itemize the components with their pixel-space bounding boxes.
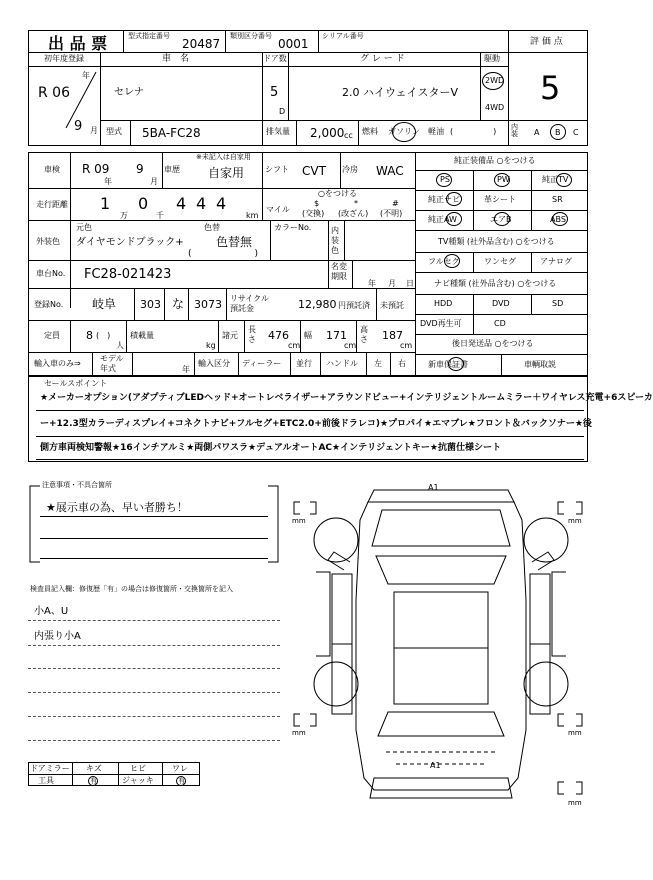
diagram-mm-1: mm [292, 517, 306, 525]
sheet-title: 出 品 票 [48, 34, 108, 53]
equip-abs: ABS [550, 215, 566, 224]
equipment-title: 純正装備品 ○をつける [454, 156, 536, 165]
recycle-status: 未預託 [380, 301, 404, 310]
grade-value: 2.0 ハイウェイスターV [342, 86, 458, 99]
mileage-label: 走行距離 [36, 200, 68, 209]
equip-ps: PS [440, 175, 450, 184]
height-label: 高さ [360, 325, 368, 344]
mile-opt-hash-sub: (不明) [380, 209, 403, 218]
reg-year-label: 初年度登録 [44, 54, 84, 63]
legend-break: ワレ [172, 764, 188, 773]
doors-sub: D [279, 107, 286, 116]
inspection-era: R 09 [82, 162, 110, 176]
color-change-paren: ( ) [188, 249, 259, 259]
displacement-label: 排気量 [266, 127, 290, 136]
category-value: 0001 [278, 37, 309, 51]
notes-text: ★展示車の為、早い者勝ち！ [46, 501, 188, 514]
diagram-mm-5: mm [568, 799, 582, 807]
length-label: 長さ [248, 325, 256, 344]
tv-analog: アナログ [540, 257, 572, 266]
equip-aw: 純正AW [428, 215, 457, 224]
mile-opt-star: * [354, 199, 358, 208]
recycle-unit: 円預託済 [338, 301, 370, 310]
doors-value: 5 [270, 85, 279, 100]
legend-crack: ヒビ [130, 764, 146, 773]
legend-jack-value: 有 [178, 777, 185, 785]
navi-sd: SD [552, 299, 564, 308]
aircon-value: WAC [376, 164, 404, 178]
capacity-label: 定員 [44, 331, 60, 340]
mileage-digit-1: 1 [100, 194, 111, 213]
reg-year-nen: 年 [82, 71, 90, 80]
diagram-mm-2: mm [568, 517, 582, 525]
car-name-value: セレナ [114, 87, 144, 98]
origin-label: 諸元 [222, 331, 238, 340]
capacity-value: 8 [86, 329, 93, 342]
history-note: ※未記入は自家用 [196, 153, 251, 161]
mile-label: マイル [266, 205, 290, 214]
displacement-unit: cc [344, 131, 353, 140]
name-change-tsuki: 月 [388, 279, 396, 288]
displacement-value: 2,000 [310, 126, 345, 140]
legend-tools: 工具 [38, 776, 54, 785]
score-value: 5 [540, 69, 561, 107]
registration-class: 303 [140, 298, 161, 311]
exterior-original-label: 元色 [76, 223, 92, 232]
inspector-line-1: 小A、U [34, 606, 69, 617]
equip-airbag: エアB [490, 215, 512, 224]
category-label: 類別区分番号 [230, 32, 272, 40]
grade-label: グ レ ー ド [360, 54, 405, 64]
width-cm: cm [344, 341, 357, 350]
color-change-label: 色替 [204, 223, 220, 232]
warranty-label: 新車保証書 [428, 360, 468, 369]
shift-value: CVT [302, 164, 326, 178]
car-damage-diagram [286, 480, 596, 810]
fuel-value: ガソリン [388, 127, 420, 136]
sales-point-line-2: ー+12.3型カラーディスプレイ+コネクトナビ+フルセグ+ETC2.0+前後ドラレコ)★プロパイ★エマブレ★フロント＆バックソナー★後 [40, 419, 592, 429]
interior-color-label: 内装色 [331, 226, 339, 255]
equip-tv: 純正TV [542, 175, 569, 184]
tv-title: TV種類 (社外品含む) ○をつける [438, 237, 555, 246]
recycle-label: リサイクル預託金 [230, 294, 269, 313]
import-parallel: 並行 [296, 359, 312, 368]
model-value: 5BA-FC28 [142, 126, 201, 140]
interior-opt-b: B [555, 128, 561, 137]
later-title: 後日発送品 ○をつける [452, 339, 534, 348]
color-no-label: カラーNo. [274, 223, 312, 232]
height-value: 187 [382, 329, 403, 342]
navi-title: ナビ種類 (社外品含む) ○をつける [434, 279, 557, 288]
registration-kana: な [172, 297, 185, 311]
capacity-unit: 人 [116, 341, 124, 350]
reg-year-era: R 06 [38, 85, 70, 101]
reg-year-tsuki: 月 [90, 126, 98, 135]
inspection-month: 9 [136, 162, 144, 176]
capacity-paren: ( ) [96, 331, 111, 340]
shift-label: シフト [265, 165, 289, 174]
diagram-top-label: A1 [428, 483, 439, 492]
exterior-label: 外装色 [36, 237, 60, 246]
mileage-sen: 千 [156, 211, 164, 220]
interior-label: 内装 [511, 123, 518, 138]
import-category-label: 輸入区分 [198, 359, 230, 368]
inspector-line-2: 内張り小A [34, 631, 81, 642]
inspection-tsuki: 月 [150, 177, 158, 186]
doors-label: ドア数 [263, 54, 287, 63]
load-label: 積載量 [130, 331, 154, 340]
light-oil-label: 軽油 [428, 127, 444, 136]
inspection-label: 車検 [44, 165, 60, 174]
fuel-other: ( ) [450, 127, 497, 136]
width-label: 幅 [304, 331, 312, 340]
drive-4wd: 4WD [485, 103, 505, 112]
mileage-circle-note: ○をつける [318, 189, 357, 198]
mile-opt-dollar: $ [314, 199, 320, 208]
name-change-label: 名変期限 [331, 262, 347, 281]
fuel-label: 燃料 [362, 127, 378, 136]
mileage-digit-4: 4 [196, 194, 207, 213]
interior-opt-c: C [573, 128, 579, 137]
notes-label: 注意事項・不具合箇所 [42, 481, 112, 489]
registration-number: 3073 [194, 298, 222, 311]
legend-jack: ジャッキ [122, 776, 154, 785]
cd-label: CD [494, 319, 506, 328]
navi-dvd: DVD [492, 299, 510, 308]
sales-points-label: セールスポイント [44, 379, 108, 388]
legend-scratch: キズ [86, 764, 102, 773]
diagram-mm-4: mm [568, 729, 582, 737]
model-year-label: モデル年式 [100, 354, 124, 373]
inspector-label: 検査員記入欄：修復歴「有」の場合は修復箇所・交換箇所を記入 [30, 585, 233, 593]
mile-opt-dollar-sub: (交換) [302, 209, 325, 218]
model-year-nen: 年 [182, 365, 190, 374]
height-cm: cm [400, 341, 413, 350]
manual-label: 車輌取説 [524, 360, 556, 369]
import-label: 輸入車のみ⇒ [34, 359, 81, 368]
registration-label: 登録No. [34, 300, 64, 309]
mileage-digit-2: 0 [138, 194, 149, 213]
color-change-value: 色替無 [216, 235, 253, 249]
sales-point-line-1: ★メーカーオプション(アダプティブLEDヘッド+オートレベライザー+アラウンドビュー+インテリジェントルームミラー＋ワイヤレス充電+6スピーカ [40, 393, 653, 403]
sales-point-line-3: 側方車両検知警報★16インチアルミ★両側パワスラ★デュアルオートAC★インテリジェントキー★抗菌仕様シート [40, 443, 501, 453]
car-name-label: 車 名 [162, 54, 190, 64]
navi-hdd: HDD [434, 299, 453, 308]
mileage-digit-5: 4 [216, 194, 227, 213]
registration-area: 岐阜 [92, 297, 117, 311]
equip-leather: 革シート [484, 195, 516, 204]
history-label: 車歴 [164, 165, 180, 174]
handle-label: ハンドル [326, 359, 358, 368]
type-designation-value: 20487 [182, 37, 221, 51]
mile-opt-star-sub: (改ざん) [338, 209, 369, 218]
drive-2wd: 2WD [485, 76, 505, 85]
interior-opt-a: A [534, 128, 540, 137]
diagram-bottom-label: A1 [430, 761, 441, 770]
score-label: 評 価 点 [530, 37, 563, 47]
serial-label: シリアル番号 [322, 32, 364, 40]
inspection-nen: 年 [104, 177, 112, 186]
exterior-original: ダイヤモンドブラック+ [76, 237, 184, 248]
handle-right: 右 [398, 359, 406, 368]
drive-label: 駆動 [484, 54, 500, 63]
handle-left: 左 [374, 359, 382, 368]
load-unit: kg [206, 341, 216, 350]
diagram-mm-3: mm [292, 729, 306, 737]
mileage-km: km [246, 211, 259, 220]
mile-opt-hash: # [392, 199, 399, 208]
legend-tools-value: 有 [90, 777, 97, 785]
history-value: 自家用 [208, 166, 245, 180]
width-value: 171 [326, 329, 347, 342]
length-cm: cm [288, 341, 301, 350]
reg-year-month: 9 [74, 119, 83, 134]
chassis-value: FC28-021423 [84, 267, 172, 282]
mileage-digit-3: 4 [176, 194, 187, 213]
equip-navi: 純正ナビ [428, 195, 460, 204]
aircon-label: 冷房 [342, 165, 358, 174]
recycle-value: 12,980 [298, 298, 337, 311]
model-label: 型式 [106, 127, 122, 136]
dvd-playback-label: DVD再生可 [420, 319, 462, 328]
name-change-hi: 日 [406, 279, 414, 288]
chassis-label: 車台No. [36, 269, 66, 278]
mileage-man: 万 [120, 211, 128, 220]
import-dealer: ディーラー [242, 359, 282, 368]
legend-door-mirror: ドアミラー [30, 764, 70, 773]
notes-bracket [28, 482, 280, 564]
type-designation-label: 型式指定番号 [128, 32, 170, 40]
length-value: 476 [268, 329, 289, 342]
equip-sr: SR [552, 195, 563, 204]
tv-fullseg: フルセグ [428, 257, 460, 266]
equip-pw: PW [497, 175, 510, 184]
tv-oneseg: ワンセグ [484, 257, 516, 266]
name-change-nen: 年 [368, 279, 376, 288]
